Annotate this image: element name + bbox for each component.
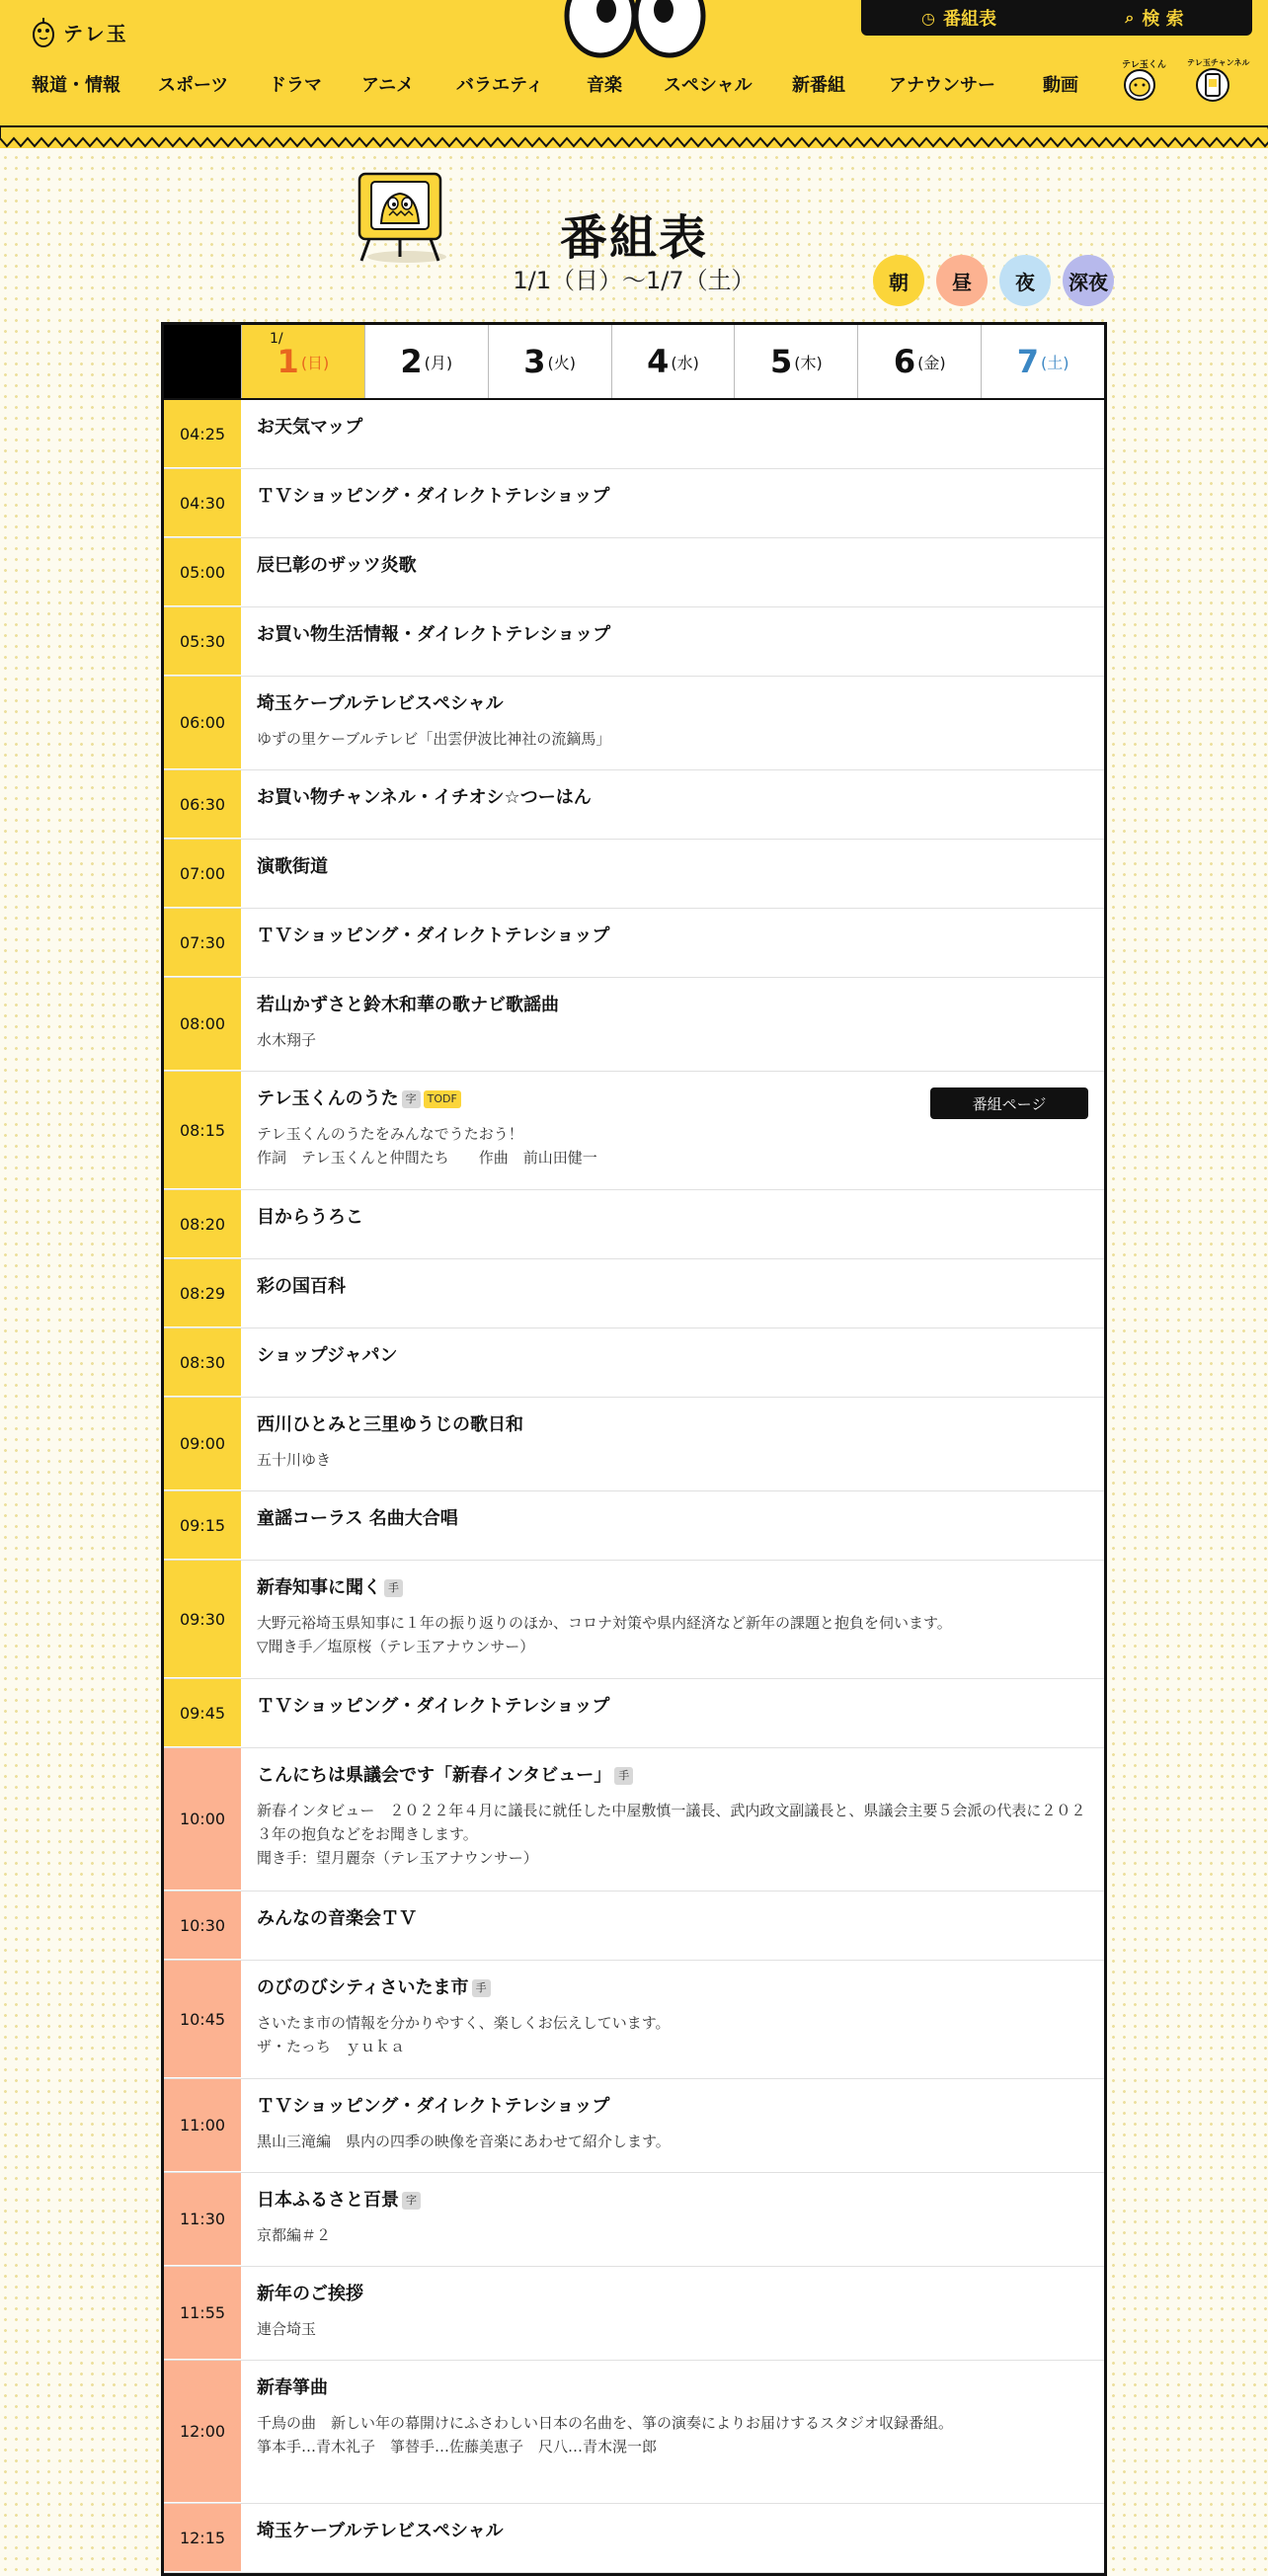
- program-time: 08:30: [164, 1328, 241, 1397]
- day-of-week: (日): [300, 353, 330, 372]
- teletama-kun-badge[interactable]: [1120, 57, 1166, 103]
- program-description: 水木翔子: [257, 1031, 317, 1049]
- program-time: 04:25: [164, 400, 241, 468]
- program-row[interactable]: [164, 2267, 1104, 2361]
- program-description: 千鳥の曲 新しい年の幕開けにふさわしい日本の名曲を、箏の演奏によりお届けするスタジオ収録番組。 箏本手…青木礼子 箏替手…佐藤美恵子 尺八…青木滉一郎: [257, 2414, 954, 2455]
- program-time: 09:45: [164, 1679, 241, 1747]
- program-row[interactable]: [164, 1072, 1104, 1190]
- program-time: 08:15: [164, 1072, 241, 1189]
- day-number: 6: [893, 343, 916, 380]
- day-number: 2: [400, 343, 423, 380]
- logo-text: テレ玉: [63, 21, 128, 45]
- program-title: [257, 926, 1088, 947]
- program-title-text: 新春箏曲: [257, 2377, 328, 2398]
- program-body: [241, 1491, 1104, 1560]
- program-body: [241, 1259, 1104, 1328]
- program-title-text: お買い物生活情報・ダイレクトテレショップ: [257, 624, 611, 645]
- program-title-text: こんにちは県議会です「新春インタビュー」: [257, 1765, 612, 1786]
- program-title: [257, 555, 1088, 577]
- program-row[interactable]: [164, 607, 1104, 677]
- program-time: 06:00: [164, 677, 241, 769]
- nav-anime[interactable]: アニメ: [361, 75, 415, 95]
- top-utility-bar: [861, 0, 1252, 36]
- chip-night[interactable]: 夜: [999, 255, 1051, 306]
- program-title: [257, 1508, 1088, 1530]
- program-time: 10:30: [164, 1892, 241, 1960]
- program-description: さいたま市の情報を分かりやすく、楽しくお伝えしています。 ザ・たっち ｙｕｋａ: [257, 2014, 671, 2055]
- program-time: 09:30: [164, 1561, 241, 1678]
- program-title: [257, 1765, 1088, 1787]
- program-time: 08:20: [164, 1190, 241, 1258]
- nav-special[interactable]: スペシャル: [664, 75, 753, 95]
- day-tab[interactable]: [734, 325, 857, 398]
- program-row[interactable]: [164, 2079, 1104, 2173]
- program-time: 04:30: [164, 469, 241, 537]
- day-of-week: (火): [547, 353, 577, 372]
- program-body: [241, 2504, 1104, 2572]
- program-title: [257, 787, 1088, 809]
- program-body: [241, 909, 1104, 977]
- program-row[interactable]: [164, 1679, 1104, 1748]
- program-row[interactable]: [164, 1259, 1104, 1328]
- program-body: [241, 469, 1104, 537]
- search-link-label: 検 索: [1142, 9, 1184, 30]
- program-title: [257, 1908, 1088, 1930]
- day-of-week: (土): [1040, 353, 1070, 372]
- program-tag-badge: 字: [402, 1090, 421, 1108]
- program-body: [241, 2079, 1104, 2172]
- search-link[interactable]: [1057, 5, 1252, 31]
- schedule-link[interactable]: [861, 5, 1057, 31]
- program-tag-badge: 手: [614, 1767, 633, 1785]
- program-time: 10:00: [164, 1748, 241, 1891]
- program-row[interactable]: [164, 2173, 1104, 2267]
- program-title: [257, 995, 1088, 1016]
- program-title-text: のびのびシティさいたま市: [257, 1977, 469, 1998]
- day-tab[interactable]: [981, 325, 1104, 398]
- chip-noon[interactable]: 昼: [936, 255, 988, 306]
- program-body: [241, 1072, 1104, 1189]
- program-body: [241, 978, 1104, 1071]
- program-time: 09:00: [164, 1398, 241, 1490]
- program-title: [257, 1696, 1088, 1718]
- chip-late-night[interactable]: 深夜: [1063, 255, 1114, 306]
- program-row[interactable]: [164, 840, 1104, 909]
- program-time: 12:00: [164, 2361, 241, 2503]
- program-row[interactable]: [164, 538, 1104, 607]
- program-tag-badge: 手: [384, 1579, 403, 1597]
- nav-videos[interactable]: 動画: [1043, 75, 1078, 95]
- program-title-text: 目からうろこ: [257, 1207, 363, 1228]
- program-description: 新春インタビュー ２０２２年４月に議長に就任した中屋敷慎一議長、武内政文副議長と、県議会主要５会派の代表に２０２３年の抱負などをお聞きします。 聞き手：望月麗奈（テレ玉アナウンサー）: [257, 1802, 1086, 1867]
- program-title-text: 新年のご挨拶: [257, 2284, 363, 2304]
- teletama-channel-badge[interactable]: [1187, 57, 1250, 103]
- teletama-kun-label: テレ玉くん: [1122, 60, 1166, 70]
- program-title-text: ＴＶショッピング・ダイレクトテレショップ: [257, 486, 610, 507]
- day-tab[interactable]: [241, 325, 364, 398]
- program-tag-badge: 手: [472, 1979, 491, 1997]
- program-title-text: ＴＶショッピング・ダイレクトテレショップ: [257, 1696, 610, 1717]
- program-time: 11:55: [164, 2267, 241, 2360]
- program-time: 07:30: [164, 909, 241, 977]
- program-time: 12:15: [164, 2504, 241, 2572]
- day-tab[interactable]: [364, 325, 488, 398]
- schedule-link-label: 番組表: [942, 9, 996, 30]
- day-number: 1: [277, 343, 299, 380]
- program-description: 五十川ゆき: [257, 1451, 332, 1469]
- day-of-week: (水): [671, 353, 699, 372]
- program-description: 大野元裕埼玉県知事に１年の振り返りのほか、コロナ対策や県内経済など新年の課題と抱負を伺います。 ▽聞き手／塩原桜（テレ玉アナウンサー）: [257, 1614, 952, 1655]
- program-body: [241, 770, 1104, 839]
- program-body: [241, 2361, 1104, 2503]
- program-title-text: 童謡コーラス 名曲大合唱: [257, 1508, 458, 1529]
- program-title-text: 日本ふるさと百景: [257, 2190, 399, 2211]
- program-title-text: 彩の国百科: [257, 1276, 346, 1297]
- program-body: [241, 400, 1104, 468]
- program-title-text: ＴＶショッピング・ダイレクトテレショップ: [257, 2096, 610, 2117]
- program-row[interactable]: [164, 400, 1104, 469]
- program-row[interactable]: [164, 1561, 1104, 1679]
- nav-new-programs[interactable]: 新番組: [792, 75, 845, 95]
- title-area: [0, 158, 1268, 316]
- program-title: [257, 693, 1088, 715]
- program-row[interactable]: [164, 1491, 1104, 1561]
- program-title-text: 西川ひとみと三里ゆうじの歌日和: [257, 1414, 523, 1435]
- program-row[interactable]: [164, 909, 1104, 978]
- page-title: 番組表: [559, 210, 708, 266]
- program-title-text: ＴＶショッピング・ダイレクトテレショップ: [257, 926, 610, 946]
- eyes-mascot-icon: [561, 0, 709, 63]
- nav-sports[interactable]: スポーツ: [158, 75, 229, 95]
- program-body: [241, 1190, 1104, 1258]
- day-tab[interactable]: [488, 325, 611, 398]
- program-row[interactable]: [164, 978, 1104, 1072]
- date-range: 1/1（日）〜1/7（土）: [513, 267, 755, 294]
- program-title-text: ショップジャパン: [257, 1345, 398, 1366]
- program-body: [241, 677, 1104, 769]
- program-body: [241, 2267, 1104, 2360]
- program-row[interactable]: [164, 469, 1104, 538]
- day-number: 3: [523, 343, 546, 380]
- site-logo[interactable]: [30, 14, 128, 49]
- program-title-text: テレ玉くんのうた: [257, 1088, 399, 1109]
- program-title-text: 埼玉ケーブルテレビスペシャル: [257, 693, 504, 714]
- day-header-corner: [164, 325, 241, 398]
- program-title: [257, 856, 1088, 878]
- program-title: [257, 1345, 1088, 1367]
- program-time: 09:15: [164, 1491, 241, 1560]
- search-icon: ⌕: [1125, 8, 1135, 27]
- program-row[interactable]: [164, 1398, 1104, 1491]
- day-of-week: (金): [917, 353, 946, 372]
- program-description: 黒山三滝編 県内の四季の映像を音楽にあわせて紹介します。: [257, 2133, 671, 2150]
- program-body: [241, 1398, 1104, 1490]
- day-of-week: (木): [794, 353, 823, 372]
- program-time: 07:00: [164, 840, 241, 908]
- teletama-channel-label: テレ玉チャンネル: [1187, 58, 1250, 67]
- mascot-logo-icon: [30, 14, 57, 49]
- program-row[interactable]: [164, 1328, 1104, 1398]
- program-row[interactable]: [164, 1190, 1104, 1259]
- program-title: [257, 1577, 1088, 1599]
- day-number: 4: [647, 343, 670, 380]
- program-title: [257, 1977, 1088, 1999]
- nav-variety[interactable]: バラエティ: [456, 75, 544, 95]
- day-tab[interactable]: [611, 325, 735, 398]
- day-tabs: [164, 325, 1104, 400]
- chip-morning[interactable]: 朝: [873, 255, 924, 306]
- program-body: [241, 538, 1104, 606]
- program-body: [241, 2173, 1104, 2266]
- program-time: 06:30: [164, 770, 241, 839]
- program-title: [257, 486, 1088, 508]
- program-time: 11:00: [164, 2079, 241, 2172]
- day-number: 5: [769, 343, 793, 380]
- program-row[interactable]: [164, 1748, 1104, 1892]
- nav-music[interactable]: 音楽: [587, 75, 622, 95]
- program-description: テレ玉くんのうたをみんなでうたおう！ 作詞 テレ玉くんと仲間たち 作曲 前山田健一: [257, 1125, 597, 1167]
- program-title: [257, 2284, 1088, 2305]
- program-title: [257, 1276, 1088, 1298]
- day-month: 1/: [270, 331, 283, 347]
- program-title: [257, 1414, 1088, 1436]
- program-body: [241, 1961, 1104, 2078]
- program-title: [257, 2190, 1088, 2212]
- program-row[interactable]: [164, 2361, 1104, 2504]
- program-title-text: 埼玉ケーブルテレビスペシャル: [257, 2521, 504, 2541]
- program-description: 京都編＃２: [257, 2226, 332, 2244]
- program-time: 10:45: [164, 1961, 241, 2078]
- program-title-text: みんなの音楽会ＴＶ: [257, 1908, 417, 1929]
- program-tag-badge: TODF: [424, 1090, 461, 1108]
- program-title-text: 若山かずさと鈴木和華の歌ナビ歌謡曲: [257, 995, 559, 1015]
- program-body: [241, 607, 1104, 676]
- program-time: 05:30: [164, 607, 241, 676]
- header-zigzag-edge: [0, 126, 1268, 150]
- program-title-text: お天気マップ: [257, 417, 363, 438]
- program-tag-badge: 字: [402, 2192, 421, 2210]
- program-list: [164, 400, 1104, 2573]
- program-row[interactable]: [164, 1892, 1104, 1961]
- nav-news[interactable]: 報道・情報: [32, 75, 120, 95]
- program-title: [257, 417, 1088, 439]
- program-time: 05:00: [164, 538, 241, 606]
- program-title: [257, 2521, 1088, 2542]
- program-time: 08:29: [164, 1259, 241, 1328]
- program-title: [257, 1207, 1088, 1229]
- program-row[interactable]: [164, 2504, 1104, 2573]
- nav-drama[interactable]: ドラマ: [269, 75, 322, 95]
- program-row[interactable]: [164, 677, 1104, 770]
- program-title: [257, 2377, 1088, 2399]
- program-title-text: 辰巳彰のザッツ炎歌: [257, 555, 417, 576]
- program-body: [241, 1328, 1104, 1397]
- program-body: [241, 1892, 1104, 1960]
- program-title-text: お買い物チャンネル・イチオシ☆つーはん: [257, 787, 592, 808]
- program-title-text: 演歌街道: [257, 856, 328, 877]
- time-of-day-filter: [873, 255, 1114, 306]
- day-tab[interactable]: [857, 325, 981, 398]
- day-of-week: (月): [424, 353, 453, 372]
- program-title: [257, 624, 1088, 646]
- program-time: 08:00: [164, 978, 241, 1071]
- program-title-text: 新春知事に聞く: [257, 1577, 381, 1598]
- program-time: 11:30: [164, 2173, 241, 2266]
- program-body: [241, 1561, 1104, 1678]
- program-row[interactable]: [164, 1961, 1104, 2079]
- program-description: ゆずの里ケーブルテレビ「出雲伊波比神社の流鏑馬」: [257, 730, 611, 748]
- program-body: [241, 1679, 1104, 1747]
- program-row[interactable]: [164, 770, 1104, 840]
- program-page-button[interactable]: 番組ページ: [930, 1087, 1088, 1119]
- program-body: [241, 840, 1104, 908]
- program-body: [241, 1748, 1104, 1891]
- clock-icon: ◷: [921, 8, 935, 28]
- program-description: 連合埼玉: [257, 2320, 317, 2338]
- nav-announcers[interactable]: アナウンサー: [889, 75, 995, 95]
- day-number: 7: [1016, 343, 1039, 380]
- program-title: [257, 2096, 1088, 2118]
- schedule-table: [161, 322, 1107, 2576]
